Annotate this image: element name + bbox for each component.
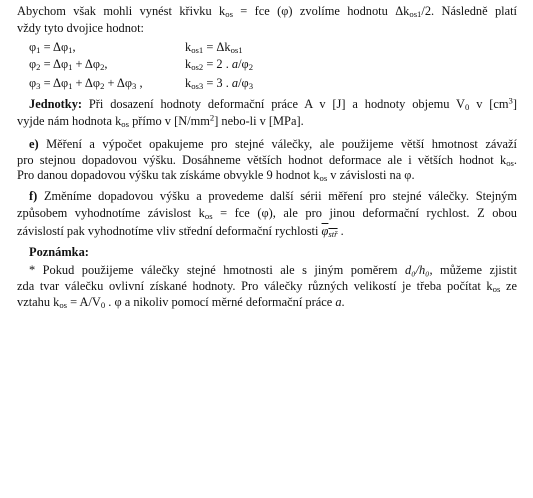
intro-line-1: Abychom však mohli vynést křivku $k_{os}$ = fce (φ) zvolíme hodnotu $\Delta k_{os1}/2$. Následně platí	[17, 4, 517, 20]
units-line-1: Jednotky: Při dosazení hodnoty deformační práce A v [J] a hodnoty objemu $V_0$ v $[cm^3]$	[29, 95, 518, 113]
units-line-2: vyjde nám hodnota $k_{os}$ přímo v $[N/mm^2]$ nebo-li v [MPa].	[17, 112, 304, 130]
note-line-2: zda tvar válečku ovlivní získané hodnoty. Pro válečky různých velikostí je třeba počítat $k_{os}$ ze	[17, 279, 517, 295]
section-e-line-1: e) Měření a výpočet opakujeme pro stejné válečky, ale použijeme větší hmotnost závaží	[29, 137, 517, 151]
pair-2-right: $k_{os2} = 2$ . $a/\varphi_2$	[185, 57, 254, 73]
note-line-3: vztahu $k_{os} = A/V_0$ . φ a nikoliv pomocí měrné deformační práce a.	[17, 295, 345, 311]
pair-2-left: $\varphi_2 = \Delta\varphi_1 + \Delta\varphi_2$,	[29, 57, 108, 73]
pair-1-left: $\varphi_1 = \Delta\varphi_1$,	[29, 40, 76, 56]
section-f-line-1: f) Změníme dopadovou výšku a provedeme další sérii měření pro stejné válečky. Stejným	[29, 189, 517, 203]
pair-3-left: $\varphi_3 = \Delta\varphi_1 + \Delta\varphi_2 + \Delta\varphi_3$ ,	[29, 76, 143, 92]
section-e-line-3: Pro danou dopadovou výšku tak získáme obvykle 9 hodnot $k_{os}$ v závislosti na φ.	[17, 168, 415, 184]
note-line-1: * Pokud použijeme válečky stejné hmotnosti ale s jiným poměrem d₀/h₀, můžeme zjistit	[29, 263, 517, 277]
section-f-line-3: závislostí pak vyhodnotíme vliv střední deformační rychlosti $\varphi_{stř}$ .	[17, 224, 344, 240]
pair-3-right: $k_{os3} = 3$ . $a/\varphi_3$	[185, 76, 254, 92]
intro-line-2: vždy tyto dvojice hodnot:	[17, 21, 144, 35]
mean-strain-rate-symbol: $\varphi_{stř}$	[321, 224, 338, 240]
pair-1-right: $k_{os1} = \Delta k_{os1}$	[185, 40, 243, 56]
note-heading: Poznámka:	[29, 245, 89, 259]
section-e-line-2: pro stejnou dopadovou výšku. Dosáhneme větších hodnot deformace ale i větších hodnot $k_{os}$.	[17, 153, 517, 169]
section-f-line-2: způsobem vyhodnotíme závislost $k_{os}$ = fce (φ), ale pro jinou deformační rychlost. Z obou	[17, 206, 517, 222]
